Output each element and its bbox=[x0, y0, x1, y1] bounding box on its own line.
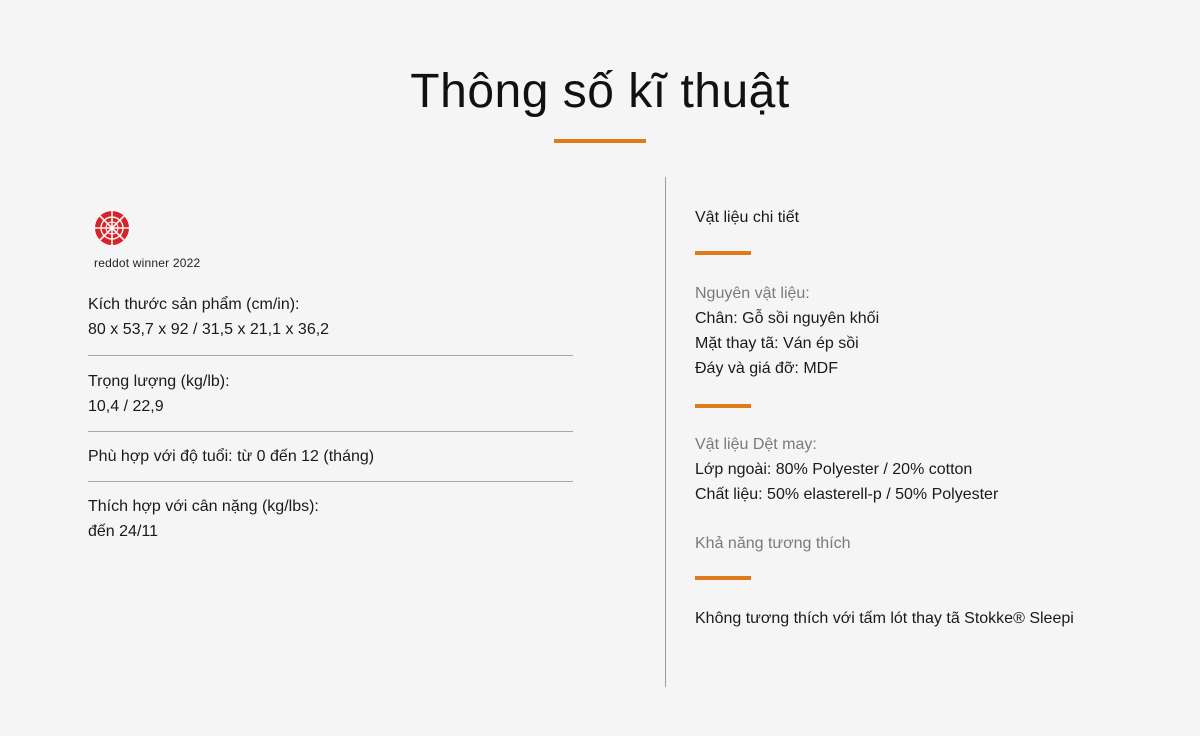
section-separator bbox=[695, 404, 751, 408]
materials-heading: Vật liệu chi tiết bbox=[695, 209, 800, 226]
textile-line: Lớp ngoài: 80% Polyester / 20% cotton bbox=[695, 461, 973, 478]
spec-weight bbox=[88, 356, 573, 432]
spec-label: Thích hợp với cân nặng (kg/lbs): bbox=[88, 498, 319, 515]
textile-section bbox=[695, 432, 1175, 507]
spec-value: 10,4 / 22,9 bbox=[88, 398, 164, 415]
title-underline bbox=[554, 139, 646, 143]
raw-materials-heading: Nguyên vật liệu: bbox=[695, 285, 810, 302]
left-spec-column bbox=[88, 208, 573, 544]
compatibility-section bbox=[695, 531, 1175, 631]
section-separator bbox=[695, 251, 751, 255]
reddot-award bbox=[92, 208, 573, 272]
spec-product-size bbox=[88, 292, 573, 356]
reddot-logo-icon bbox=[94, 210, 130, 246]
raw-materials-section bbox=[695, 281, 1175, 381]
spec-age-range bbox=[88, 432, 573, 482]
compatibility-text: Không tương thích với tấm lót thay tã Stokke® Sleepi bbox=[695, 610, 1074, 627]
spec-value: 80 x 53,7 x 92 / 31,5 x 21,1 x 36,2 bbox=[88, 321, 330, 338]
right-spec-column bbox=[695, 205, 1175, 631]
spec-label: Phù hợp với độ tuổi: từ 0 đến 12 (tháng) bbox=[88, 448, 375, 465]
column-divider bbox=[665, 177, 666, 687]
spec-value: đến 24/11 bbox=[88, 523, 158, 540]
textile-line: Chất liệu: 50% elasterell-p / 50% Polyester bbox=[695, 486, 999, 503]
material-line: Chân: Gỗ sồi nguyên khối bbox=[695, 310, 880, 327]
textile-heading: Vật liệu Dệt may: bbox=[695, 436, 817, 453]
material-line: Mặt thay tã: Ván ép sồi bbox=[695, 335, 859, 352]
spec-label: Kích thước sản phẩm (cm/in): bbox=[88, 296, 300, 313]
award-text: reddot winner 2022 bbox=[94, 256, 201, 270]
spec-label: Trọng lượng (kg/lb): bbox=[88, 373, 230, 390]
compatibility-heading: Khả năng tương thích bbox=[695, 535, 851, 552]
page-title: Thông số kĩ thuật bbox=[410, 65, 790, 118]
section-separator bbox=[695, 576, 751, 580]
material-line: Đáy và giá đỡ: MDF bbox=[695, 360, 838, 377]
spec-max-weight bbox=[88, 482, 573, 544]
